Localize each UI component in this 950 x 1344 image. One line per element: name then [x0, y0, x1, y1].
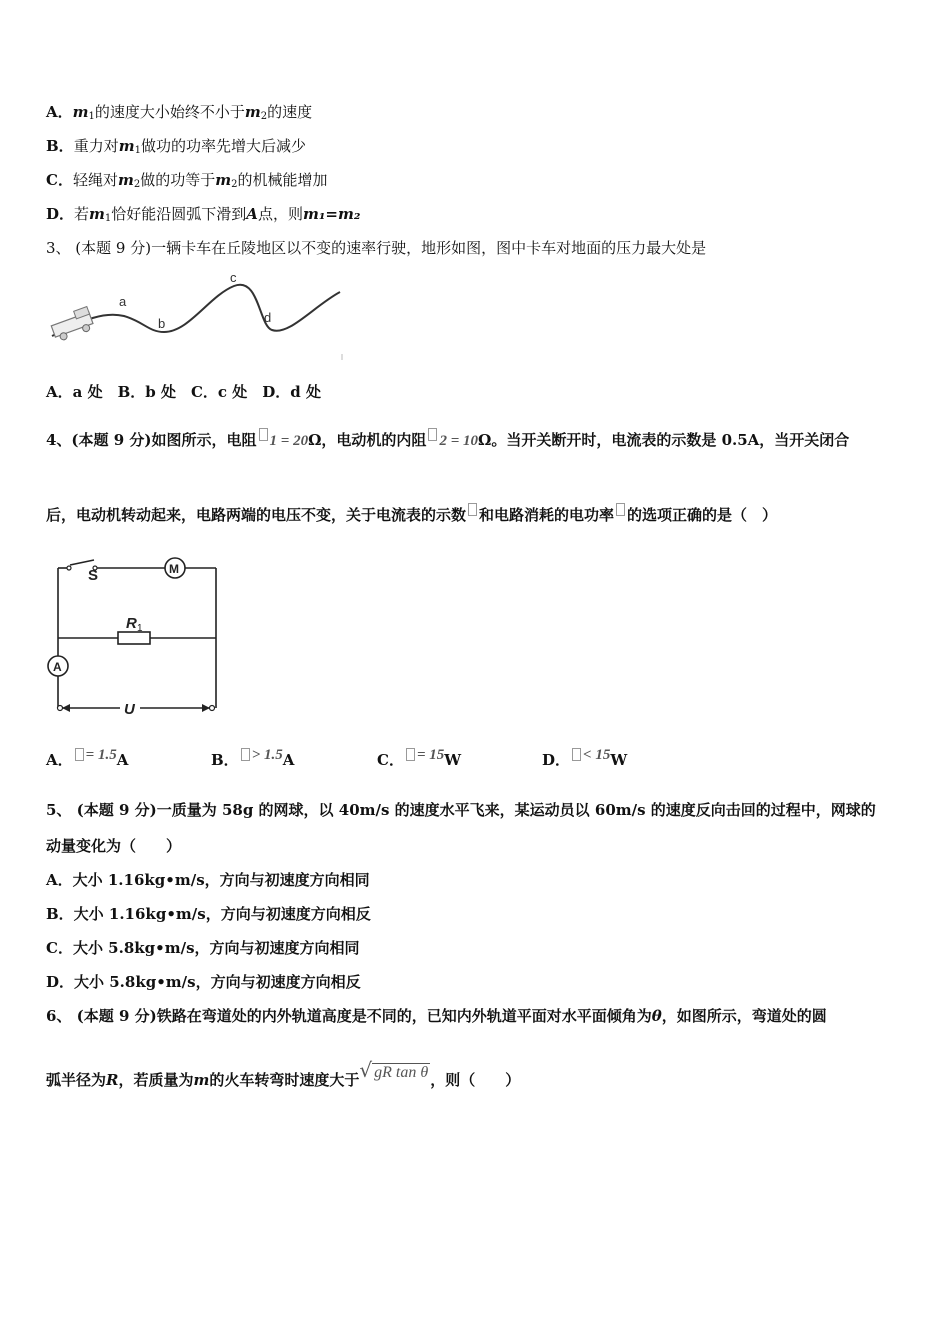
option-expression: = 15	[416, 747, 445, 763]
placeholder-box	[406, 748, 415, 761]
stem-text: 4、(本题 9 分)如图所示，电阻	[46, 431, 257, 449]
option-label: B．	[46, 137, 74, 155]
option-expression: = 1.5	[85, 747, 117, 763]
q2-option-d	[46, 204, 360, 229]
resistor-label: R	[126, 615, 137, 632]
subscript: 1	[134, 145, 141, 156]
r2-expression: 2 = 10	[439, 433, 478, 449]
option-text: 恰好能沿圆弧下滑到	[111, 205, 247, 223]
placeholder-box	[616, 503, 625, 516]
label-a: a	[119, 294, 127, 309]
label-d: d	[264, 310, 272, 325]
subscript: 1	[104, 213, 112, 224]
q4-option-a	[46, 748, 128, 770]
stem-text: 6、 (本题 9 分)铁路在弯道处的内外轨道高度是不同的，已知内外轨道平面对水平面倾角为	[46, 1007, 652, 1025]
option-text: 的速度	[267, 103, 313, 121]
placeholder-box	[75, 748, 84, 761]
subscript: 2	[133, 179, 141, 190]
resistor-subscript: 1	[137, 623, 143, 634]
option-text: 做功的功率先增大后减少	[140, 137, 306, 155]
option-text: 的机械能增加	[237, 171, 328, 189]
q5-option-b: B．大小 1.16kg•m/s，方向与初速度方向相反	[46, 905, 371, 923]
var-m: m	[117, 171, 134, 189]
terrain-curve	[52, 285, 340, 336]
q3-options: A．a 处 B．b 处 C．c 处 D．d 处	[46, 383, 321, 401]
option-label: D．	[46, 205, 75, 223]
sqrt-expression: √ gR tan θ	[359, 1058, 429, 1082]
ammeter-label: A	[53, 660, 62, 674]
voltage-label: U	[124, 701, 135, 718]
option-text: 点，则	[257, 205, 303, 223]
option-expression: < 15	[583, 747, 611, 763]
q4-option-c	[377, 748, 461, 770]
q4-option-d	[542, 748, 627, 770]
label-b: b	[158, 316, 166, 331]
stem-text: 后，电动机转动起来，电路两端的电压不变，关于电流表的示数	[46, 506, 467, 524]
var-m: m	[215, 171, 232, 189]
stem-text: ，如图所示，弯道处的圆	[661, 1007, 827, 1025]
placeholder-box	[572, 748, 581, 761]
var-m: m	[72, 103, 89, 121]
option-label: D．	[542, 751, 571, 769]
q3-stem: 3、 (本题 9 分)一辆卡车在丘陵地区以不变的速率行驶，地形如图，图中卡车对地面的压力最大处是	[46, 239, 707, 257]
option-unit: A	[282, 751, 295, 769]
option-text: 若	[74, 205, 90, 223]
subscript: 2	[260, 111, 268, 122]
q4-option-b	[211, 748, 294, 770]
placeholder-box	[259, 428, 268, 441]
stem-text: 的选项正确的是（ ）	[627, 506, 778, 524]
stem-text: 弧半径为	[46, 1071, 107, 1089]
option-text: 重力对	[73, 137, 119, 155]
stem-text: ，若质量为	[118, 1071, 194, 1089]
circuit-diagram	[44, 548, 224, 720]
option-label: C．	[46, 171, 73, 189]
subscript: 1	[88, 111, 95, 122]
placeholder-box	[428, 428, 437, 441]
var-m: m	[89, 205, 105, 223]
option-unit: W	[610, 751, 628, 769]
q4-stem-line2	[46, 503, 777, 525]
q5-option-a: A．大小 1.16kg•m/s，方向与初速度方向相同	[46, 871, 370, 889]
option-expression: > 1.5	[251, 747, 283, 763]
r1-expression: 1 = 20	[269, 433, 309, 449]
truck-icon	[49, 307, 95, 343]
option-text: 轻绳对	[72, 171, 118, 189]
option-label: C．	[377, 751, 404, 769]
sqrt-content: gR tan θ	[374, 1064, 429, 1081]
subscript: 2	[231, 179, 238, 190]
switch-label: S	[88, 567, 99, 584]
var-r: R	[106, 1071, 119, 1089]
q2-option-c	[46, 170, 328, 195]
q2-option-a	[46, 102, 312, 127]
option-label: B．	[211, 751, 239, 769]
stem-text: Ω，电动机的内阻	[308, 431, 427, 449]
placeholder-box	[241, 748, 250, 761]
var-m: m	[244, 103, 261, 121]
option-unit: W	[444, 751, 462, 769]
point-a: A	[246, 205, 258, 223]
terrain-figure	[44, 266, 349, 362]
stem-text: 和电路消耗的电功率	[479, 506, 615, 524]
var-theta: θ	[651, 1007, 662, 1025]
option-text: 做的功等于	[140, 171, 216, 189]
q5-option-c: C．大小 5.8kg•m/s，方向与初速度方向相同	[46, 939, 360, 957]
option-label: A．	[46, 103, 73, 121]
equation: m₁=m₂	[302, 205, 361, 223]
placeholder-box	[468, 503, 477, 516]
label-c: c	[230, 270, 237, 285]
var-m: m	[118, 137, 135, 155]
stem-text: ，则（ ）	[430, 1071, 521, 1089]
option-label: A．	[46, 751, 73, 769]
q2-option-b	[46, 136, 306, 161]
motor-label: M	[169, 562, 179, 576]
q4-stem-line1	[46, 428, 849, 451]
q5-stem-line2: 动量变化为（ ）	[46, 837, 182, 855]
option-unit: A	[116, 751, 129, 769]
q6-stem-line1	[46, 1006, 827, 1026]
var-m: m	[193, 1071, 210, 1089]
option-text: 的速度大小始终不小于	[94, 103, 245, 121]
q6-stem-line2	[46, 1058, 521, 1091]
stem-text: Ω。当开关断开时，电流表的示数是 0.5A，当开关闭合	[478, 431, 850, 449]
q5-stem-line1: 5、 (本题 9 分)一质量为 58g 的网球，以 40m/s 的速度水平飞来，某运动员以 60m/s 的速度反向击回的过程中，网球的	[46, 801, 876, 819]
q5-option-d: D．大小 5.8kg•m/s，方向与初速度方向相反	[46, 973, 361, 991]
stem-text: 的火车转弯时速度大于	[209, 1071, 360, 1089]
